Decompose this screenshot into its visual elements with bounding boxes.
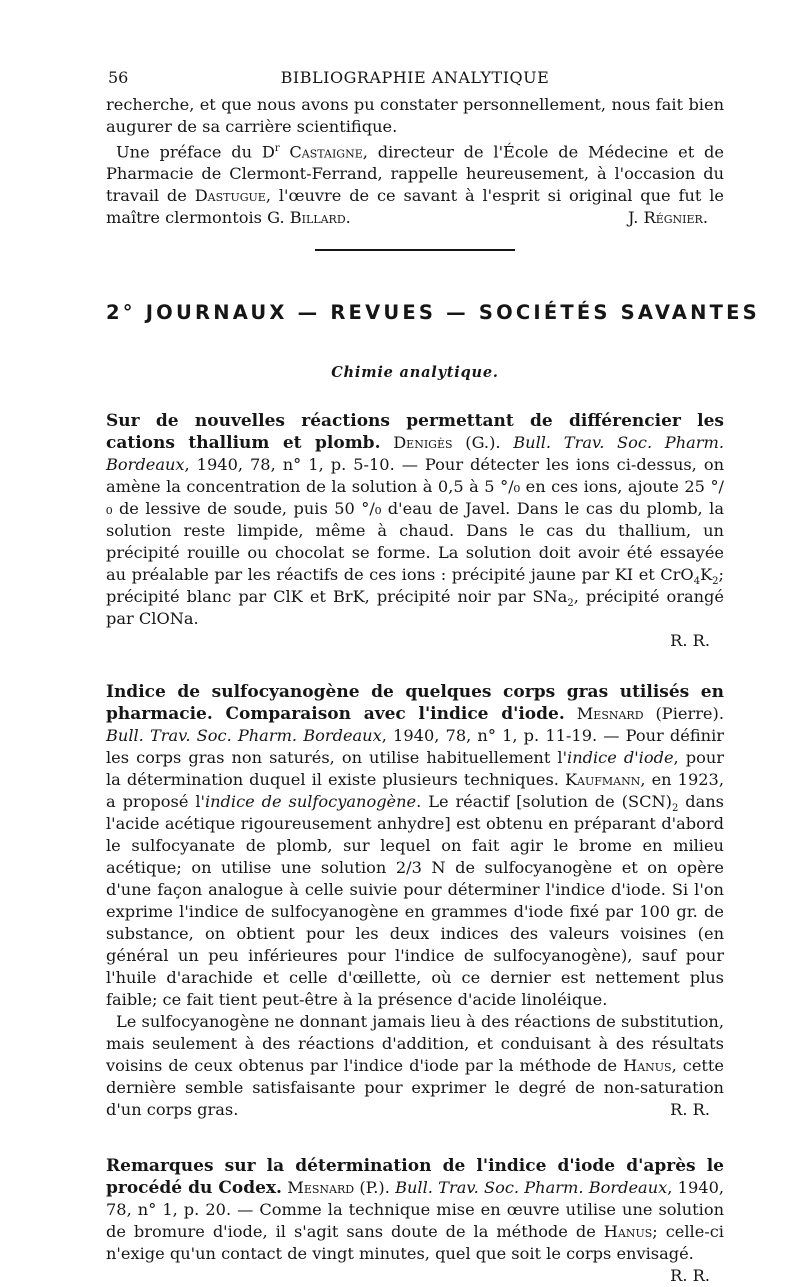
journal-name: Bull. Trav. Soc. Pharm. Bordeaux — [395, 1178, 668, 1198]
author-name: Kaufmann — [564, 770, 641, 790]
entry-text: Remarques sur la détermination de l'indice d'iode d'après le procédé du Codex. Mesnard (P.). Bull. Trav. Soc. Pharm. Bordeaux, 1940, 78, n° 1, p. 20. — Comme la technique mise en œuvre utilise une solution de bromure d'iode, il s'agit sans doute de la méthode de Hanus; celle-ci n'exige qu'un contact de vingt minutes, quel que soit le corps envisagé. — [106, 1156, 725, 1264]
entry-signature: R. R. — [670, 1266, 710, 1286]
section-divider — [315, 249, 515, 251]
journal-name: Bull. Trav. Soc. Pharm. Bordeaux — [106, 433, 724, 475]
author-name: Castaigne — [289, 142, 363, 162]
running-title: BIBLIOGRAPHIE ANALYTIQUE — [280, 68, 550, 87]
journal-name: Bull. Trav. Soc. Pharm. Bordeaux — [106, 726, 382, 746]
intro-signature: J. Régnier. — [628, 208, 708, 228]
author-name: Hanus — [603, 1222, 653, 1242]
bibliography-entry — [106, 681, 724, 1121]
intro-block — [106, 94, 724, 229]
journal-page — [106, 68, 760, 1287]
entry-text: Indice de sulfocyanogène de quelques corps gras utilisés en pharmacie. Comparaison avec l'indice d'iode. Mesnard (Pierre). Bull. Trav. Soc. Pharm. Bordeaux, 1940, 78, n° 1, p. 11-19. — Pour définir les corps gras non saturés, on utilise habituellement l'indice d'iode, pour la détermination duquel il existe plusieurs techniques. Kaufmann, en 1923, a proposé l'indice de sulfocyanogène. Le réactif [solution de $(SCN)_2$ dans l'acide acétique rigoureusement anhydre] est obtenu en préparant d'abord le sulfocyanate de plomb, sur lequel on fait agir le brome en milieu acétique; on utilise une solution 2/3 N de sulfocyanogène et on opère d'une façon analogue à celle suivie pour déterminer l'indice d'iode. Si l'on exprime l'indice de sulfocyanogène en grammes d'iode fixé par 100 gr. de substance, on obtient pour les deux indices des valeurs voisines (en général un peu inférieures pour l'indice de sulfocyanogène), sauf pour l'huile d'arachide et celle d'œillette, où ce dernier est nettement plus faible; ce fait tient peut-être à la présence d'acide linoléique. — [106, 682, 725, 1010]
entry-signature: R. R. — [670, 1100, 710, 1120]
author-name: Mesnard — [576, 704, 644, 724]
entry-text: Sur de nouvelles réactions permettant de différencier les cations thallium et plomb. Denigès (G.). Bull. Trav. Soc. Pharm. Bordeaux, 1940, 78, n° 1, p. 5-10. — Pour détecter les ions ci-dessus, on amène la concentration de la solution à 0,5 à 5 °/₀ en ces ions, ajoute 25 °/₀ de lessive de soude, puis 50 °/₀ d'eau de Javel. Dans le cas du plomb, la solution reste limpide, même à chaud. Dans le cas du thallium, un précipité rouille ou chocolat se forme. La solution doit avoir été essayée au préalable par les réactifs de ces ions : précipité jaune par KI et $CrO_4K_2$; précipité blanc par ClK et BrK, précipité noir par SNa$_2$, précipité orangé par ClONa. — [106, 411, 724, 629]
entry-signature: R. R. — [670, 631, 710, 651]
entry-title: Sur de nouvelles réactions permettant de différencier les cations thallium et plomb. — [106, 411, 724, 454]
intro-paragraph-2: Une préface du $D^r$ Castaigne, directeur de l'École de Médecine et de Pharmacie de Clermont-Ferrand, rappelle heureusement, à l'occasion du travail de Dastugue, l'œuvre de ce savant à l'esprit si original que fut le maître clermontois G. Billard. — [106, 142, 724, 228]
entry-text: Le sulfocyanogène ne donnant jamais lieu à des réactions de substitution, mais seulement à des réactions d'addition, et conduisant à des résultats voisins de ceux obtenus par l'indice d'iode par la méthode de Hanus, cette dernière semble satisfaisante pour exprimer le degré de non-saturation d'un corps gras. — [106, 1012, 724, 1120]
author-name: Hanus — [623, 1056, 672, 1076]
intro-paragraph-1: recherche, et que nous avons pu constater personnellement, nous fait bien augurer de sa carrière scientifique. — [106, 95, 724, 136]
subsection-title: Chimie analytique. — [331, 364, 499, 382]
running-header — [106, 68, 724, 94]
entry-title: Remarques sur la détermination de l'indice d'iode d'après le procédé du Codex. — [106, 1156, 724, 1199]
author-name: Mesnard — [287, 1178, 355, 1198]
page-number: 56 — [108, 68, 129, 87]
bibliography-entry — [106, 410, 724, 652]
entry-title: Indice de sulfocyanogène de quelques corps gras utilisés en pharmacie. Comparaison avec l'indice d'iode. — [106, 682, 724, 725]
bibliography-entry — [106, 1155, 724, 1287]
section-title: 2° JOURNAUX — REVUES — SOCIÉTÉS SAVANTES — [106, 301, 760, 325]
author-name: Dastugue — [194, 186, 266, 206]
author-name: Billard — [289, 208, 346, 228]
author-name: Denigès — [393, 433, 453, 453]
